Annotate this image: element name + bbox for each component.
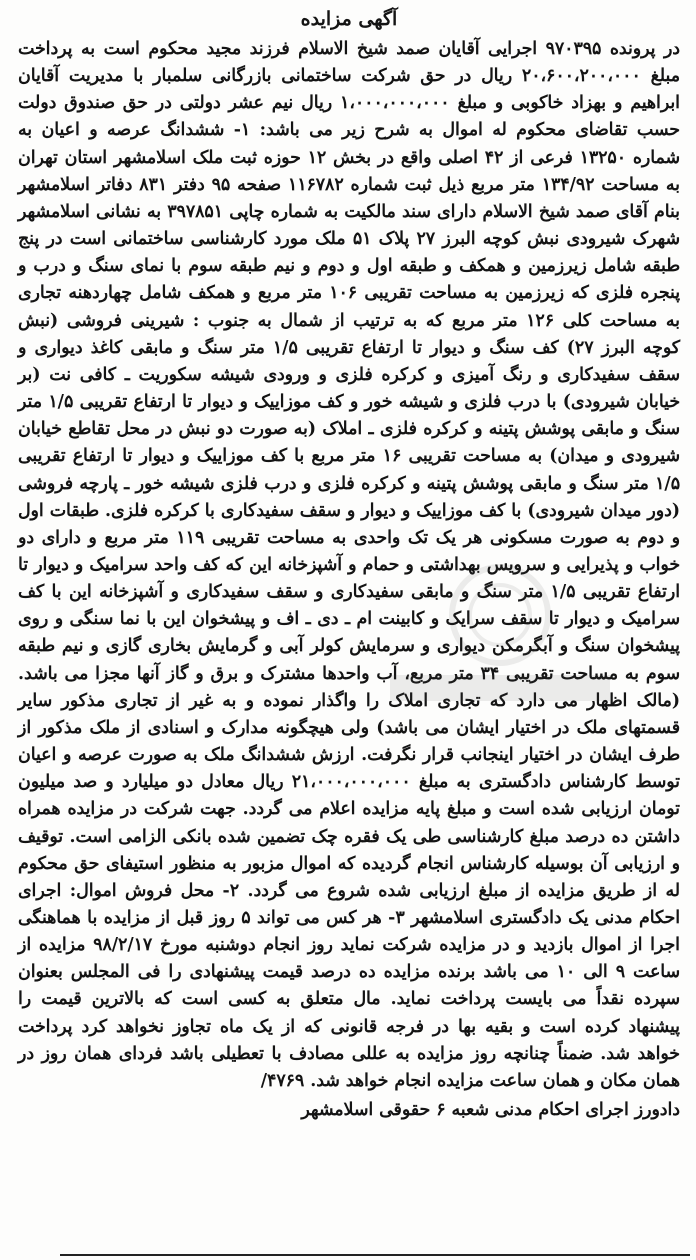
bottom-border-line — [60, 1254, 690, 1256]
notice-title: آگهی مزایده — [300, 8, 398, 30]
auction-notice — [18, 6, 680, 1124]
notice-signature: دادورز اجرای احکام مدنی شعبه ۶ حقوقی اسلامشهر — [301, 1100, 680, 1121]
notice-body: در پرونده ۹۷۰۳۹۵ اجرایی آقایان صمد شیخ الاسلام فرزند مجید محکوم است به پرداخت مبلغ ۲۰،۶۰۰،۲۰۰،۰۰۰ ریال در حق شرکت ساختمانی بازرگانی سلمبار با مدیریت آقایان ابراهیم و بهزاد خاکوبی و مبلغ ۱،۰۰۰،۰۰۰،۰۰۰ ریال نیم عشر دولتی در حق صندوق دولت حسب تقاضای محکوم له اموال به شرح زیر می باشد: ۱- ششدانگ عرصه و اعیان به شماره ۱۳۲۵۰ فرعی از ۴۲ اصلی واقع در بخش ۱۲ حوزه ثبت ملک اسلامشهر استان تهران به مساحت ۱۳۴/۹۲ متر مربع ذیل ثبت شماره ۱۱۶۷۸۲ صفحه ۹۵ دفتر ۸۳۱ دفاتر اسلامشهر بنام آقای صمد شیخ الاسلام دارای سند مالکیت به شماره چاپی ۳۹۷۸۵۱ به نشانی اسلامشهر شهرک شیرودی نبش کوچه البرز ۲۷ پلاک ۵۱ ملک مورد کارشناسی ساختمانی است در پنج طبقه شامل زیرزمین و همکف و طبقه اول و دوم و نیم طبقه سوم با نمای سنگ و درب و پنجره فلزی که زیرزمین به مساحت تقریبی ۱۰۶ متر مربع و همکف شامل چهاردهنه تجاری به مساحت کلی ۱۲۶ متر مربع که به ترتیب از شمال به جنوب : شیرینی فروشی (نبش کوچه البرز ۲۷) کف سنگ و دیوار تا ارتفاع تقریبی ۱/۵ متر سنگ و مابقی کاغذ دیواری و سقف سفیدکاری و رنگ آمیزی و کرکره فلزی و ورودی شیشه سکوریت ـ کافی نت (بر خیابان شیرودی) با درب فلزی و شیشه خور و کف موزاییک و دیوار تا ارتفاع تقریبی ۱/۵ متر سنگ و مابقی پوشش پتینه و کرکره فلزی ـ املاک (به صورت دو نبش در محل تقاطع خیابان شیرودی و میدان) به مساحت تقریبی ۱۶ متر مربع با کف موزاییک و دیوار تا ارتفاع تقریبی ۱/۵ متر سنگ و مابقی پوشش پتینه و کرکره فلزی و درب فلزی شیشه خور ـ پارچه فروشی (دور میدان شیرودی) با کف موزاییک و دیوار و سقف سفیدکاری با کرکره فلزی. طبقات اول و دوم به صورت مسکونی هر یک تک واحدی به مساحت تقریبی ۱۱۹ متر مربع و دارای دو خواب و پذیرایی و سرویس بهداشتی و حمام و آشپزخانه این که کف واحد سرامیک و دیوار تا ارتفاع تقریبی ۱/۵ متر سنگ و مابقی سفیدکاری و سقف سفیدکاری و آشپزخانه این با کف سرامیک و دیوار تا سقف سرایک و کابینت ام ـ دی ـ اف و پیشخوان این با نما سنگی و روی پیشخوان سنگ و آبگرمکن دیواری و سرمایش کولر آبی و گرمایش بخاری گازی و نیم طبقه سوم به مساحت تقریبی ۳۴ متر مربع، آب واحدها مشترک و برق و گاز آنها مجزا می باشد. (مالک اظهار می دارد که تجاری املاک را واگذار نموده و به غیر از تجاری مذکور سایر قسمتهای ملک در اختیار ایشان می باشد) ولی هیچگونه مدارک و اسنادی از ملک مذکور از طرف ایشان در اختیار اینجانب قرار نگرفت. ارزش ششدانگ ملک به صورت عرصه و اعیان توسط کارشناس دادگستری به مبلغ ۲۱،۰۰۰،۰۰۰،۰۰۰ ریال معادل دو میلیارد و صد میلیون تومان ارزیابی شده است و مبلغ پایه مزایده اعلام می گردد. جهت شرکت در مزایده همراه داشتن ده درصد مبلغ کارشناسی طی یک فقره چک تضمین شده بانکی الزامی است. توقیف و ارزیابی آن بوسیله کارشناس انجام گردیده که اموال مزبور به منظور استیفای حق محکوم له از طریق مزایده از مبلغ ارزیابی شده شروع می گردد. ۲- محل فروش اموال: اجرای احکام مدنی یک دادگستری اسلامشهر ۳- هر کس می تواند ۵ روز قبل از مزایده با هماهنگی اجرا از اموال بازدید و در مزایده شرکت نماید روز انجام دوشنبه مورخ ۹۸/۲/۱۷ مزایده از ساعت ۹ الی ۱۰ می باشد برنده مزایده ده درصد قیمت پیشنهادی را فی المجلس بعنوان سپرده نقداً می بایست پرداخت نماید. مال متعلق به کسی است که بالاترین قیمت را پیشنهاد کرده است و بقیه بها در فرجه قانونی که از یک ماه تجاوز نخواهد کرد پرداخت خواهد شد. ضمناً چنانچه روز مزایده به عللی مصادف با تعطیلی باشد فردای همان روز در همان مکان و همان ساعت مزایده انجام خواهد شد. ۴۷۶۹/ — [18, 39, 681, 1091]
